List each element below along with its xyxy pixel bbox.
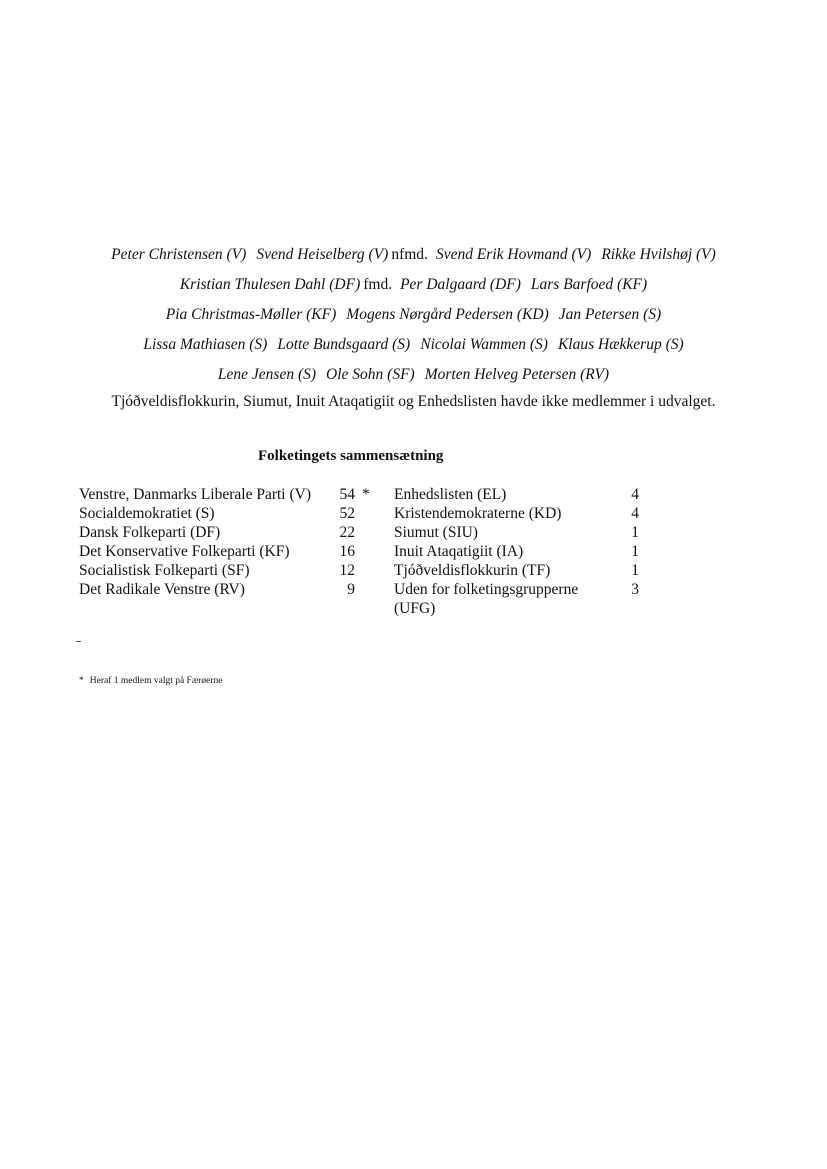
party-seats: 1 <box>631 562 639 579</box>
party-name: Inuit Ataqatigiit (IA) <box>394 543 524 560</box>
member-line <box>0 360 827 390</box>
party-row <box>79 523 379 542</box>
party-seats: 4 <box>631 505 639 522</box>
member-role: nfmd. <box>391 246 428 263</box>
party-name: Socialdemokratiet (S) <box>79 505 215 522</box>
member-name: Lene Jensen (S) <box>217 366 317 383</box>
member-name: Svend Heiselberg (V) <box>256 246 389 263</box>
member-role: fmd. <box>363 276 393 293</box>
party-name: Uden for folketingsgrupperne (UFG) <box>394 581 579 617</box>
party-name: Det Konservative Folkeparti (KF) <box>79 543 290 560</box>
member-name: Peter Christensen (V) <box>111 246 247 263</box>
party-name: Dansk Folkeparti (DF) <box>79 524 221 541</box>
member-name: Svend Erik Hovmand (V) <box>435 246 592 263</box>
member-name: Rikke Hvilshøj (V) <box>601 246 716 263</box>
member-name: Jan Petersen (S) <box>558 306 662 323</box>
party-name: Enhedslisten (EL) <box>394 486 507 503</box>
party-row <box>79 580 379 599</box>
party-seats: 3 <box>631 581 639 598</box>
party-seats: 54 <box>339 486 355 503</box>
party-name: Siumut (SIU) <box>394 524 478 541</box>
member-name: Klaus Hækkerup (S) <box>557 336 684 353</box>
party-seats: 22 <box>339 524 355 541</box>
committee-note: Tjóðveldisflokkurin, Siumut, Inuit Ataqatigiit og Enhedslisten havde ikke medlemmer i udvalget. <box>111 393 716 410</box>
member-line <box>0 330 827 360</box>
member-name: Morten Helveg Petersen (RV) <box>424 366 610 383</box>
member-name: Per Dalgaard (DF) <box>400 276 521 293</box>
member-line <box>0 300 827 330</box>
party-seats: 12 <box>339 562 355 579</box>
footnote-text: Heraf 1 medlem valgt på Færøerne <box>89 676 223 686</box>
party-name: Det Radikale Venstre (RV) <box>79 581 245 598</box>
member-line <box>0 240 827 270</box>
party-seats: 52 <box>339 505 355 522</box>
party-name: Kristendemokraterne (KD) <box>394 505 562 522</box>
member-name: Kristian Thulesen Dahl (DF) <box>179 276 361 293</box>
party-row <box>394 561 644 580</box>
member-name: Nicolai Wammen (S) <box>420 336 548 353</box>
footnote-mark: * <box>79 676 84 686</box>
party-name: Venstre, Danmarks Liberale Parti (V) <box>79 486 311 503</box>
member-name: Pia Christmas-Møller (KF) <box>165 306 337 323</box>
party-row <box>394 542 644 561</box>
party-name: Tjóðveldisflokkurin (TF) <box>394 562 551 579</box>
party-row <box>79 485 379 504</box>
party-row <box>79 504 379 523</box>
party-column-right <box>394 485 644 618</box>
committee-members <box>0 240 827 390</box>
scan-dash-mark <box>76 641 81 642</box>
member-name: Mogens Nørgård Pedersen (KD) <box>346 306 549 323</box>
party-column-left <box>79 485 379 599</box>
party-seats: 1 <box>631 543 639 560</box>
party-row <box>79 542 379 561</box>
member-name: Lissa Mathiasen (S) <box>143 336 268 353</box>
party-seats: 1 <box>631 524 639 541</box>
party-row <box>394 504 644 523</box>
member-name: Lars Barfoed (KF) <box>530 276 648 293</box>
party-row <box>394 580 644 618</box>
party-name: Socialistisk Folkeparti (SF) <box>79 562 250 579</box>
party-seats: 9 <box>347 581 355 598</box>
party-row <box>79 561 379 580</box>
member-line <box>0 270 827 300</box>
footnote-reference: * <box>362 486 370 503</box>
party-seats: 16 <box>339 543 355 560</box>
member-name: Ole Sohn (SF) <box>326 366 415 383</box>
member-name: Lotte Bundsgaard (S) <box>277 336 411 353</box>
composition-title: Folketingets sammensætning <box>258 448 444 464</box>
party-seats: 4 <box>631 486 639 503</box>
footnote <box>79 675 222 687</box>
party-row <box>394 523 644 542</box>
party-row <box>394 485 644 504</box>
